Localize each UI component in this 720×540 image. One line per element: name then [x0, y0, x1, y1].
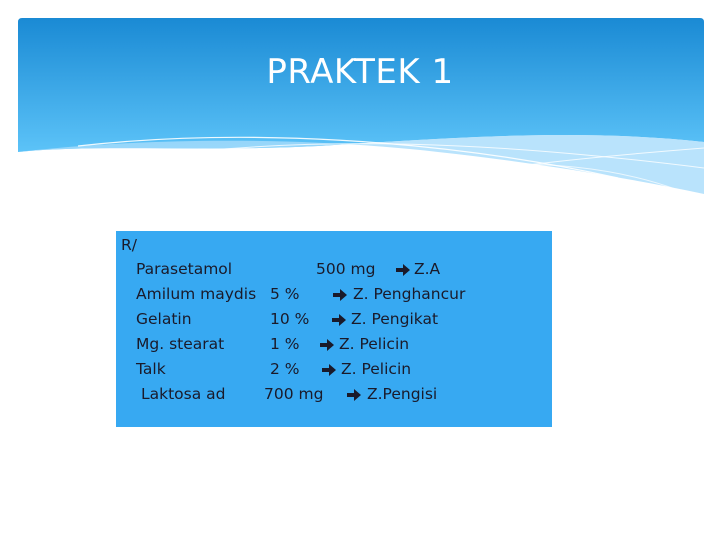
ingredient-role: Z. Pelicin — [339, 335, 410, 353]
ingredient-role: Z.A — [414, 260, 441, 278]
right-arrow-icon — [347, 389, 361, 401]
right-arrow-icon — [322, 364, 336, 376]
ingredient-amount: 1 % — [270, 335, 300, 353]
right-arrow-icon — [396, 264, 410, 276]
recipe-prefix: R/ — [121, 236, 137, 254]
right-arrow-icon — [332, 314, 346, 326]
ingredient-amount: 10 % — [270, 310, 310, 328]
ingredient-name: Parasetamol — [136, 260, 233, 278]
ingredient-name: Gelatin — [136, 310, 192, 328]
ingredient-name: Talk — [136, 360, 166, 378]
header-wave-graphic — [18, 18, 704, 208]
ingredient-name: Mg. stearat — [136, 335, 225, 353]
slide-title: PRAKTEK 1 — [266, 52, 454, 92]
right-arrow-icon — [333, 289, 347, 301]
ingredient-amount: 5 % — [270, 285, 300, 303]
ingredient-role: Z. Pelicin — [341, 360, 412, 378]
ingredient-role: Z. Pengikat — [351, 310, 439, 328]
title-header-banner — [18, 18, 704, 208]
ingredient-name: Amilum maydis — [136, 285, 257, 303]
ingredient-role: Z. Penghancur — [353, 285, 466, 303]
ingredient-role: Z.Pengisi — [367, 385, 438, 403]
ingredient-amount: 2 % — [270, 360, 300, 378]
ingredient-name: Laktosa ad — [141, 385, 226, 403]
ingredient-amount: 700 mg — [264, 385, 324, 403]
ingredient-amount: 500 mg — [316, 260, 376, 278]
right-arrow-icon — [320, 339, 334, 351]
